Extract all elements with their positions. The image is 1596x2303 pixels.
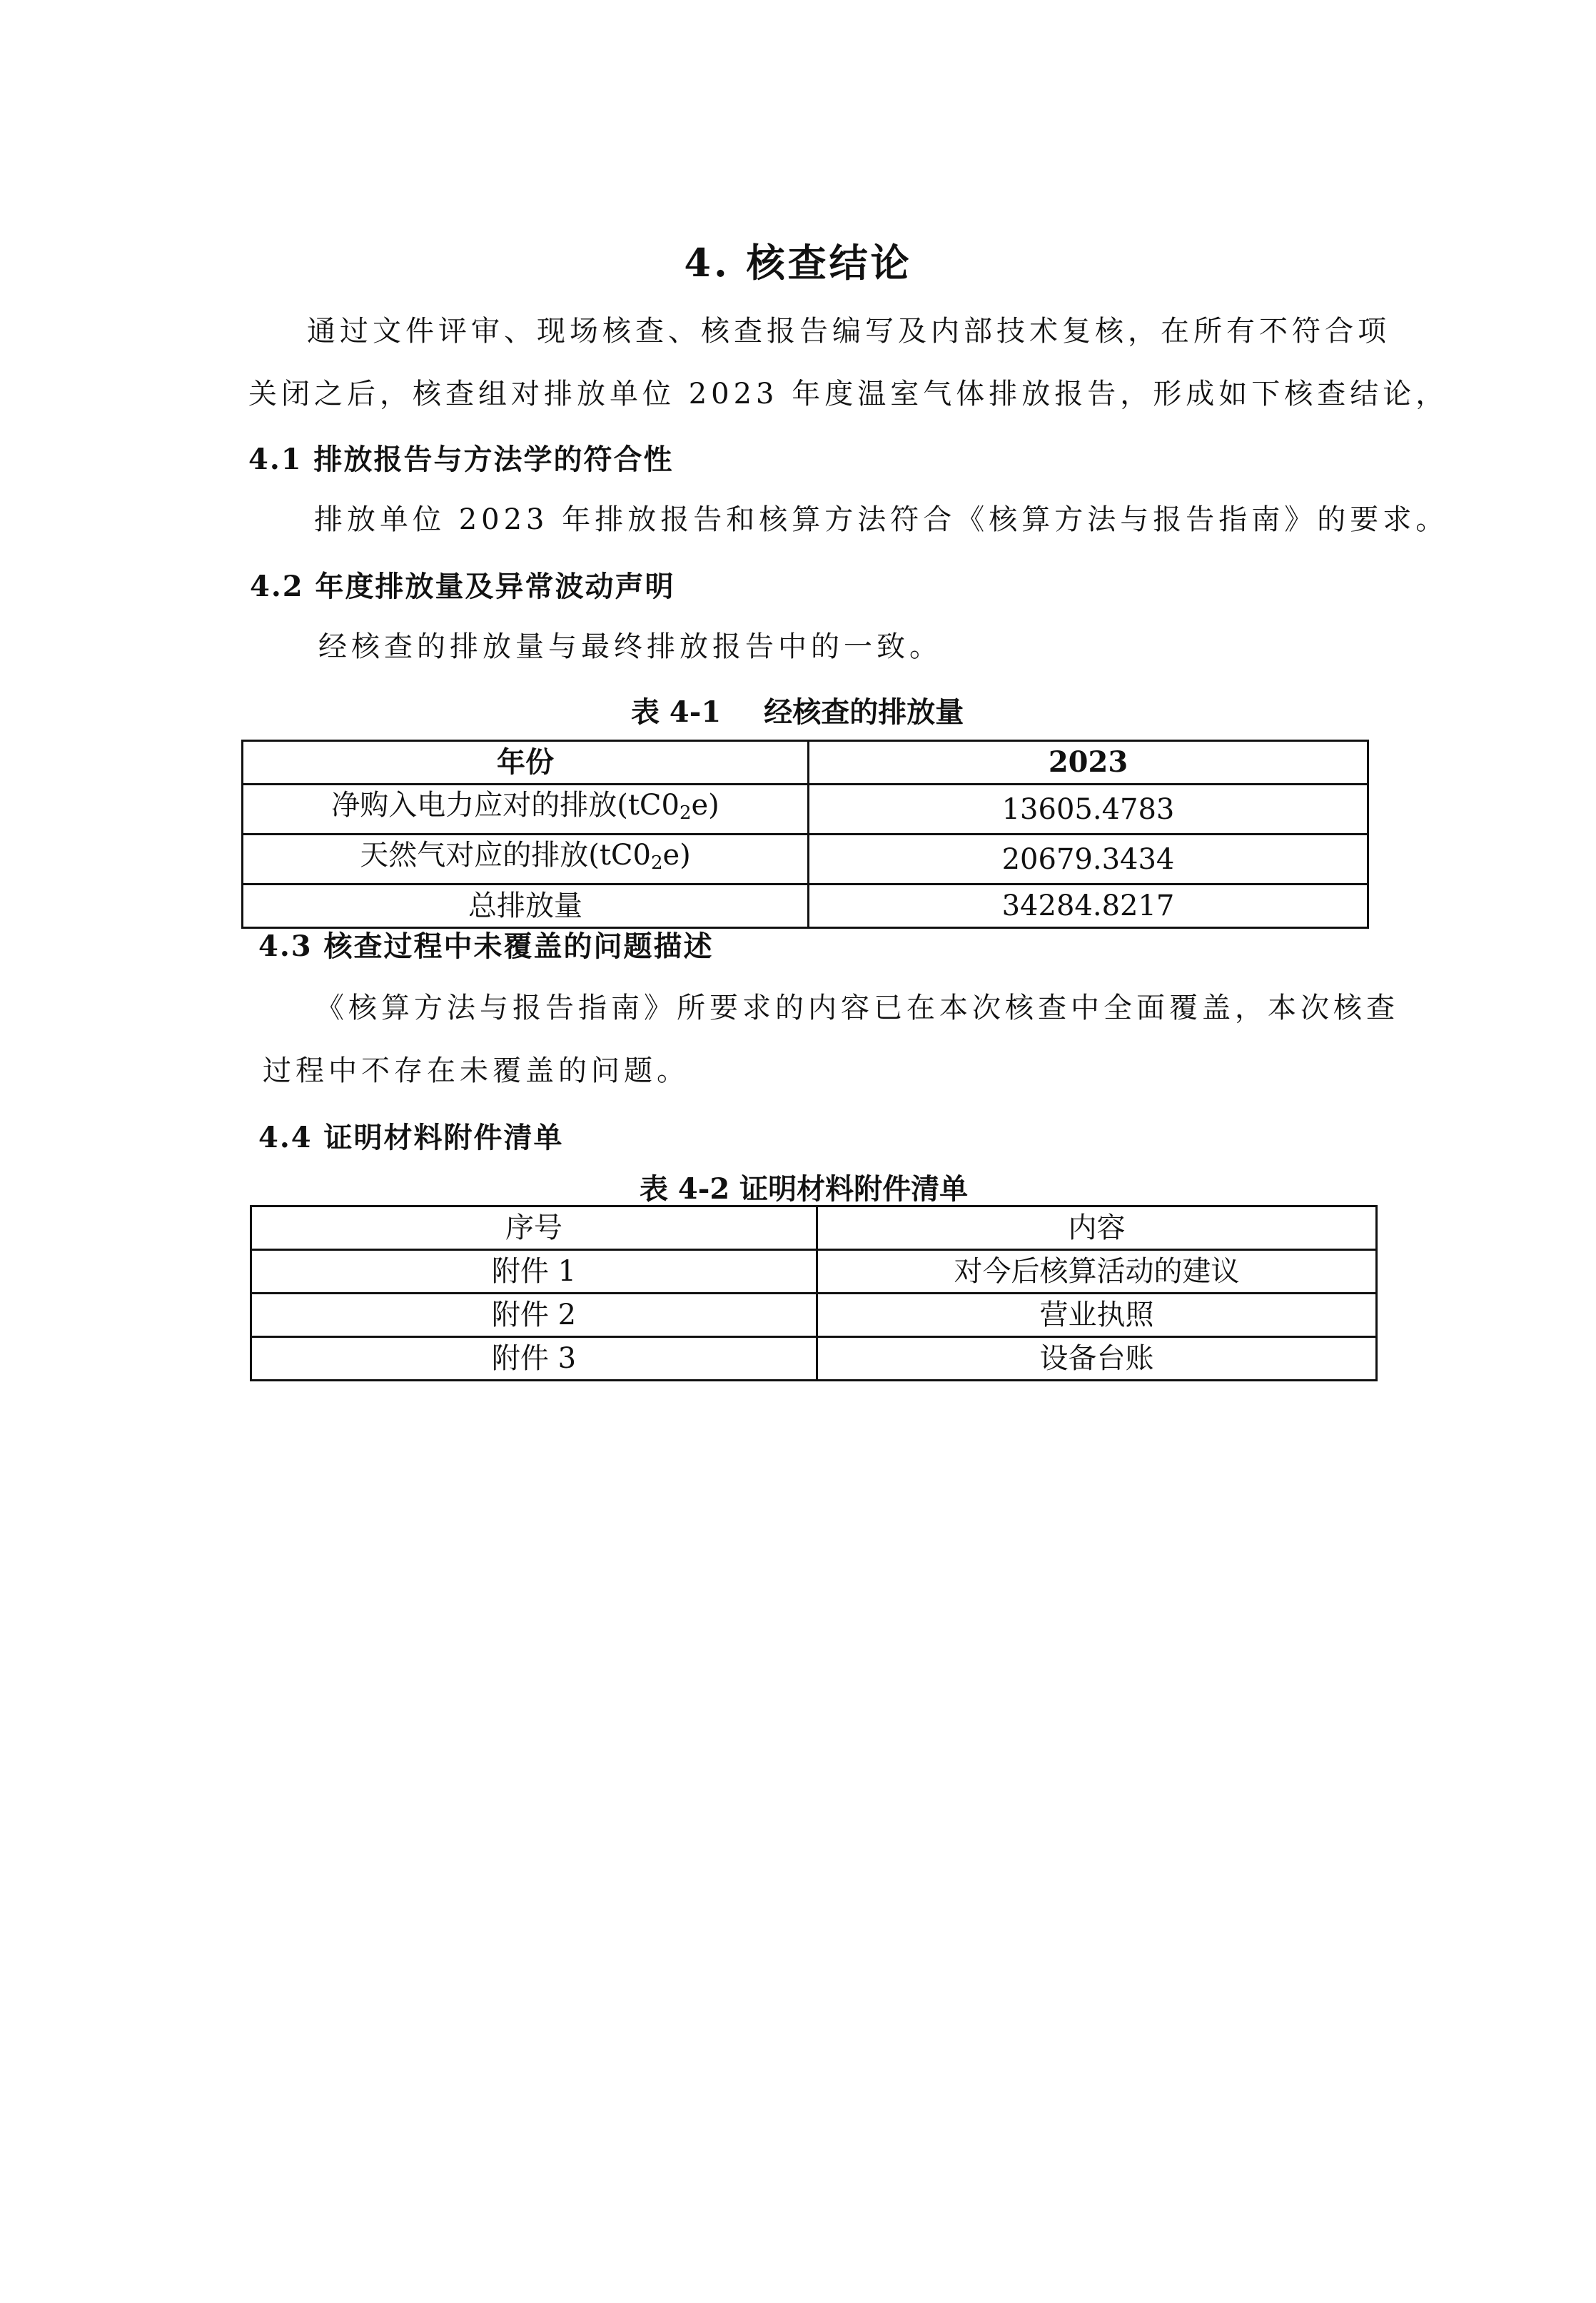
attachment-number: 附件 3 xyxy=(251,1337,817,1381)
section-4-2-heading: 4.2 年度排放量及异常波动声明 xyxy=(250,570,675,603)
section-4-1-text: 排放单位 2023 年排放报告和核算方法符合《核算方法与报告指南》的要求。 xyxy=(314,503,1449,536)
page-title: 4. 核查结论 xyxy=(684,240,912,286)
table-row xyxy=(251,1294,1377,1337)
table-row xyxy=(243,835,1368,885)
section-4-1-heading: 4.1 排放报告与方法学的符合性 xyxy=(248,443,674,476)
table-header-row xyxy=(243,741,1368,785)
row-label: 总排放量 xyxy=(243,885,809,928)
table-row xyxy=(251,1337,1377,1381)
table-header-row xyxy=(251,1206,1377,1250)
attachment-content: 营业执照 xyxy=(817,1294,1377,1337)
intro-line-2: 关闭之后，核查组对排放单位 2023 年度温室气体排放报告，形成如下核查结论， xyxy=(248,378,1449,410)
attachment-content: 对今后核算活动的建议 xyxy=(817,1250,1377,1294)
table-row xyxy=(251,1250,1377,1294)
row-label: 净购入电力应对的排放$(tC0_2e)$ xyxy=(243,785,809,835)
table-4-1-caption xyxy=(631,690,964,730)
header-year: 年份 xyxy=(243,741,809,785)
attachment-number: 附件 1 xyxy=(251,1250,817,1294)
attachment-content: 设备台账 xyxy=(817,1337,1377,1381)
row-value: 20679.3434 xyxy=(809,835,1368,885)
attachment-number: 附件 2 xyxy=(251,1294,817,1337)
attachments-table xyxy=(250,1205,1378,1381)
section-4-2-text: 经核查的排放量与最终排放报告中的一致。 xyxy=(318,630,942,663)
header-serial-number: 序号 xyxy=(251,1206,817,1250)
header-2023: 2023 xyxy=(809,741,1368,785)
section-4-3-line-2: 过程中不存在未覆盖的问题。 xyxy=(263,1054,690,1087)
table-4-1-caption-title: 经核查的排放量 xyxy=(764,695,964,729)
section-4-3-line-1: 《核算方法与报告指南》所要求的内容已在本次核查中全面覆盖，本次核查 xyxy=(315,992,1399,1024)
emissions-table xyxy=(241,740,1369,929)
table-row xyxy=(243,885,1368,928)
table-4-1-caption-number: 表 4-1 xyxy=(631,695,722,729)
table-4-2-caption: 表 4-2 证明材料附件清单 xyxy=(640,1172,969,1206)
row-value: 13605.4783 xyxy=(809,785,1368,835)
header-content: 内容 xyxy=(817,1206,1377,1250)
row-label: 天然气对应的排放$(tC0_2e)$ xyxy=(243,835,809,885)
table-row xyxy=(243,785,1368,835)
section-4-4-heading: 4.4 证明材料附件清单 xyxy=(258,1121,564,1154)
intro-line-1: 通过文件评审、现场核查、核查报告编写及内部技术复核，在所有不符合项 xyxy=(307,315,1390,348)
section-4-3-heading: 4.3 核查过程中未覆盖的问题描述 xyxy=(258,929,714,963)
row-value: 34284.8217 xyxy=(809,885,1368,928)
